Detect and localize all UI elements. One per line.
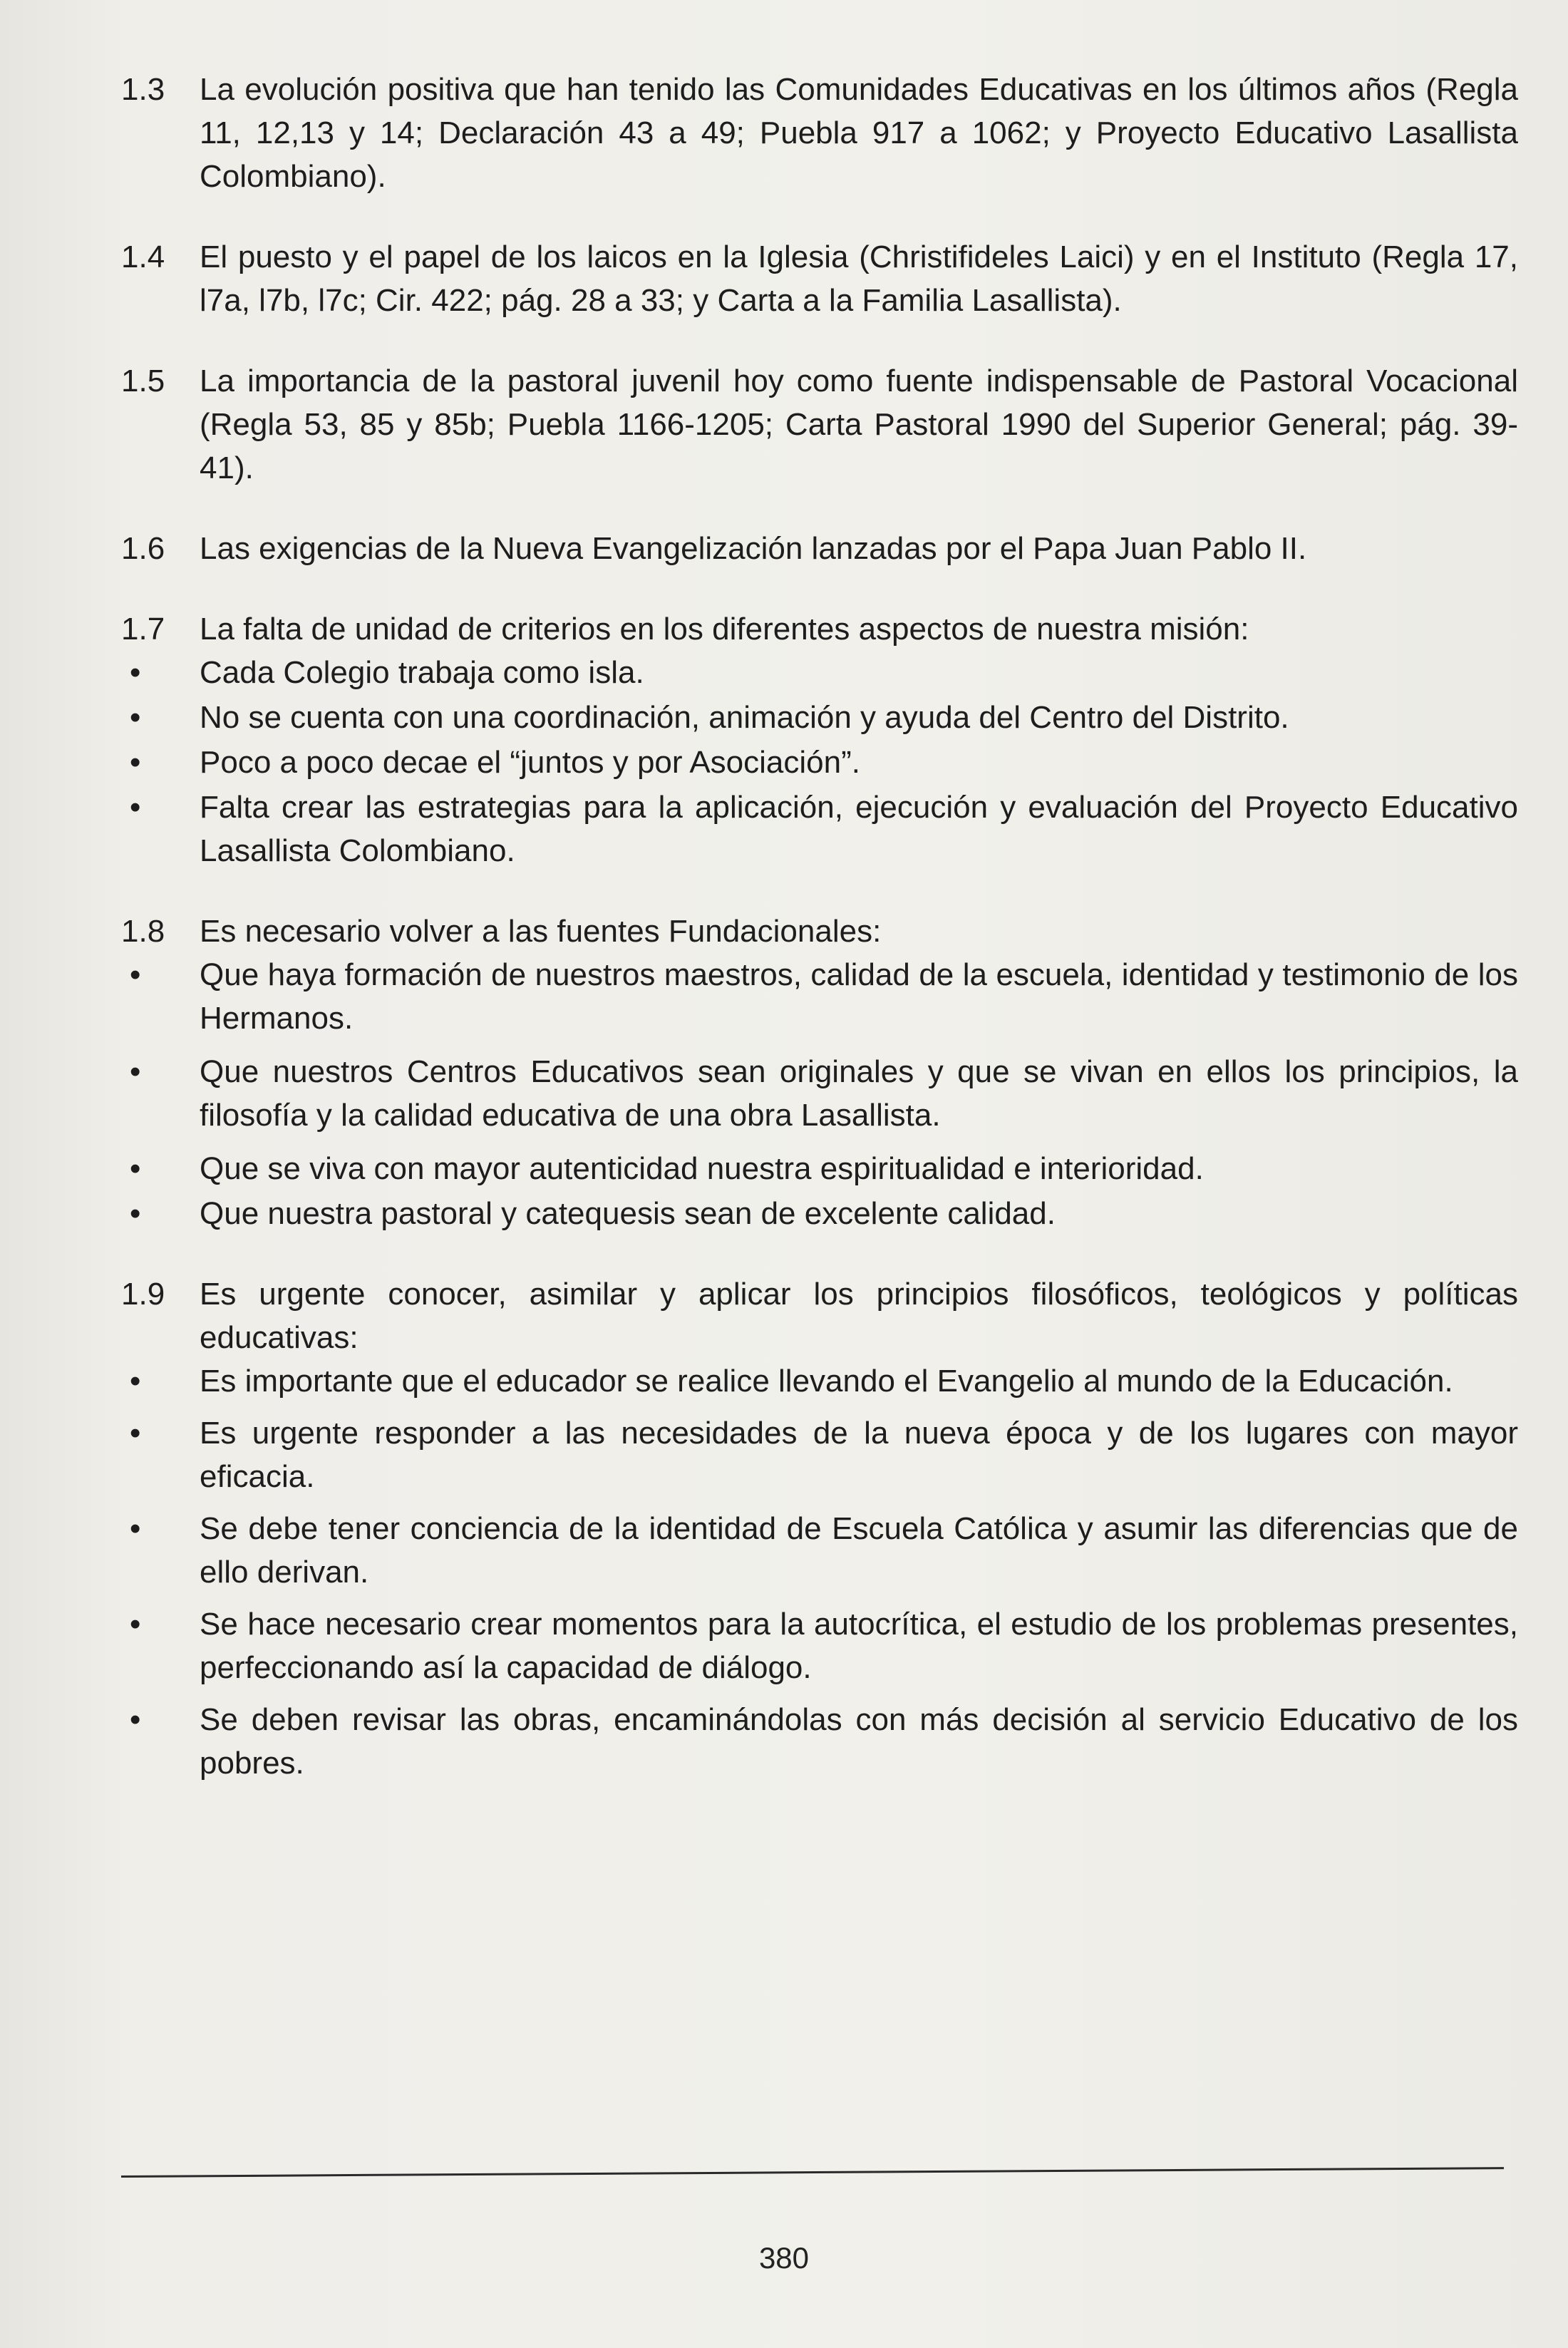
section-1-3 [121,68,1518,198]
list-item-text: Que haya formación de nuestros maestros, calidad de la escuela, identidad y testimonio de los Hermanos. [200,957,1518,1036]
section-number: 1.4 [121,240,165,274]
section-number: 1.9 [121,1277,165,1312]
bullet-icon: • [130,1364,141,1399]
section-text: La falta de unidad de criterios en los diferentes aspectos de nuestra misión: [200,612,1249,647]
section-1-9 [121,1272,1518,1785]
section-text: El puesto y el papel de los laicos en la Iglesia (Christifideles Laici) y en el Instituto (Regla 17, l7a, l7b, l7c; Cir. 422; pág. 28 a 33; y Carta a la Familia Lasallista). [200,240,1518,318]
section-number: 1.5 [121,364,165,398]
bullet-icon: • [130,1054,141,1089]
bullet-icon: • [130,1416,141,1451]
list-item-text: Se debe tener conciencia de la identidad de Escuela Católica y asumir las diferencias que de ello derivan. [200,1511,1518,1590]
section-1-5 [121,359,1518,490]
section-1-4 [121,235,1518,322]
section-1-7 [121,607,1518,872]
list-item [130,1192,1518,1235]
list-item [130,1602,1518,1689]
section-text: Las exigencias de la Nueva Evangelización lanzadas por el Papa Juan Pablo II. [200,531,1307,566]
bullet-list [130,953,1518,1235]
bullet-icon: • [130,1607,141,1642]
page-number: 380 [758,2241,810,2275]
bullet-icon: • [130,1196,141,1231]
section-text: Es necesario volver a las fuentes Fundacionales: [200,914,882,949]
section-1-8 [121,910,1518,1235]
section-text: La evolución positiva que han tenido las Comunidades Educativas en los últimos años (Regla 11, 12,13 y 14; Declaración 43 a 49; Puebla 917 a 1062; y Proyecto Educativo Lasallista Colombiano). [200,72,1518,194]
list-item-text: Poco a poco decae el “juntos y por Asociación”. [200,745,860,780]
section-number: 1.7 [121,612,165,647]
list-item-text: Que nuestra pastoral y catequesis sean de excelente calidad. [200,1196,1056,1231]
bullet-icon: • [130,1511,141,1546]
list-item-text: Es importante que el educador se realice llevando el Evangelio al mundo de la Educación. [200,1364,1453,1399]
section-text: La importancia de la pastoral juvenil hoy como fuente indispensable de Pastoral Vocacional (Regla 53, 85 y 85b; Puebla 1166-1205; Carta Pastoral 1990 del Superior General; pág. 39-41). [200,364,1518,485]
section-number: 1.3 [121,72,165,107]
bullet-icon: • [130,957,141,992]
list-item [130,1050,1518,1137]
list-item-text: Cada Colegio trabaja como isla. [200,655,644,690]
bullet-icon: • [130,790,141,825]
bullet-list [130,651,1518,872]
list-item-text: Se hace necesario crear momentos para la autocrítica, el estudio de los problemas presentes, perfeccionando así la capacidad de diálogo. [200,1607,1518,1685]
section-number: 1.8 [121,914,165,949]
bullet-icon: • [130,1702,141,1737]
list-item [130,1147,1518,1190]
list-item-text: Es urgente responder a las necesidades de la nueva época y de los lugares con mayor eficacia. [200,1416,1518,1494]
bullet-list [130,1359,1518,1785]
list-item [130,1698,1518,1785]
bullet-icon: • [130,1151,141,1186]
bullet-icon: • [130,745,141,780]
list-item [130,1507,1518,1594]
list-item [130,786,1518,872]
section-1-6 [121,527,1518,570]
list-item [130,651,1518,694]
page-content [121,68,1518,1822]
list-item [130,696,1518,739]
bullet-icon: • [130,700,141,735]
list-item-text: Se deben revisar las obras, encaminándolas con más decisión al servicio Educativo de los pobres. [200,1702,1518,1781]
list-item [130,1359,1518,1403]
bullet-icon: • [130,655,141,690]
section-text: Es urgente conocer, asimilar y aplicar los principios filosóficos, teológicos y políticas educativas: [200,1277,1518,1355]
list-item [130,953,1518,1040]
list-item-text: Que nuestros Centros Educativos sean originales y que se vivan en ellos los principios, la filosofía y la calidad educativa de una obra Lasallista. [200,1054,1518,1133]
list-item [130,741,1518,784]
list-item-text: Falta crear las estrategias para la aplicación, ejecución y evaluación del Proyecto Educativo Lasallista Colombiano. [200,790,1518,868]
list-item [130,1411,1518,1498]
list-item-text: Que se viva con mayor autenticidad nuestra espiritualidad e interioridad. [200,1151,1204,1186]
footer-rule [121,2167,1504,2178]
section-number: 1.6 [121,531,165,566]
list-item-text: No se cuenta con una coordinación, animación y ayuda del Centro del Distrito. [200,700,1289,735]
